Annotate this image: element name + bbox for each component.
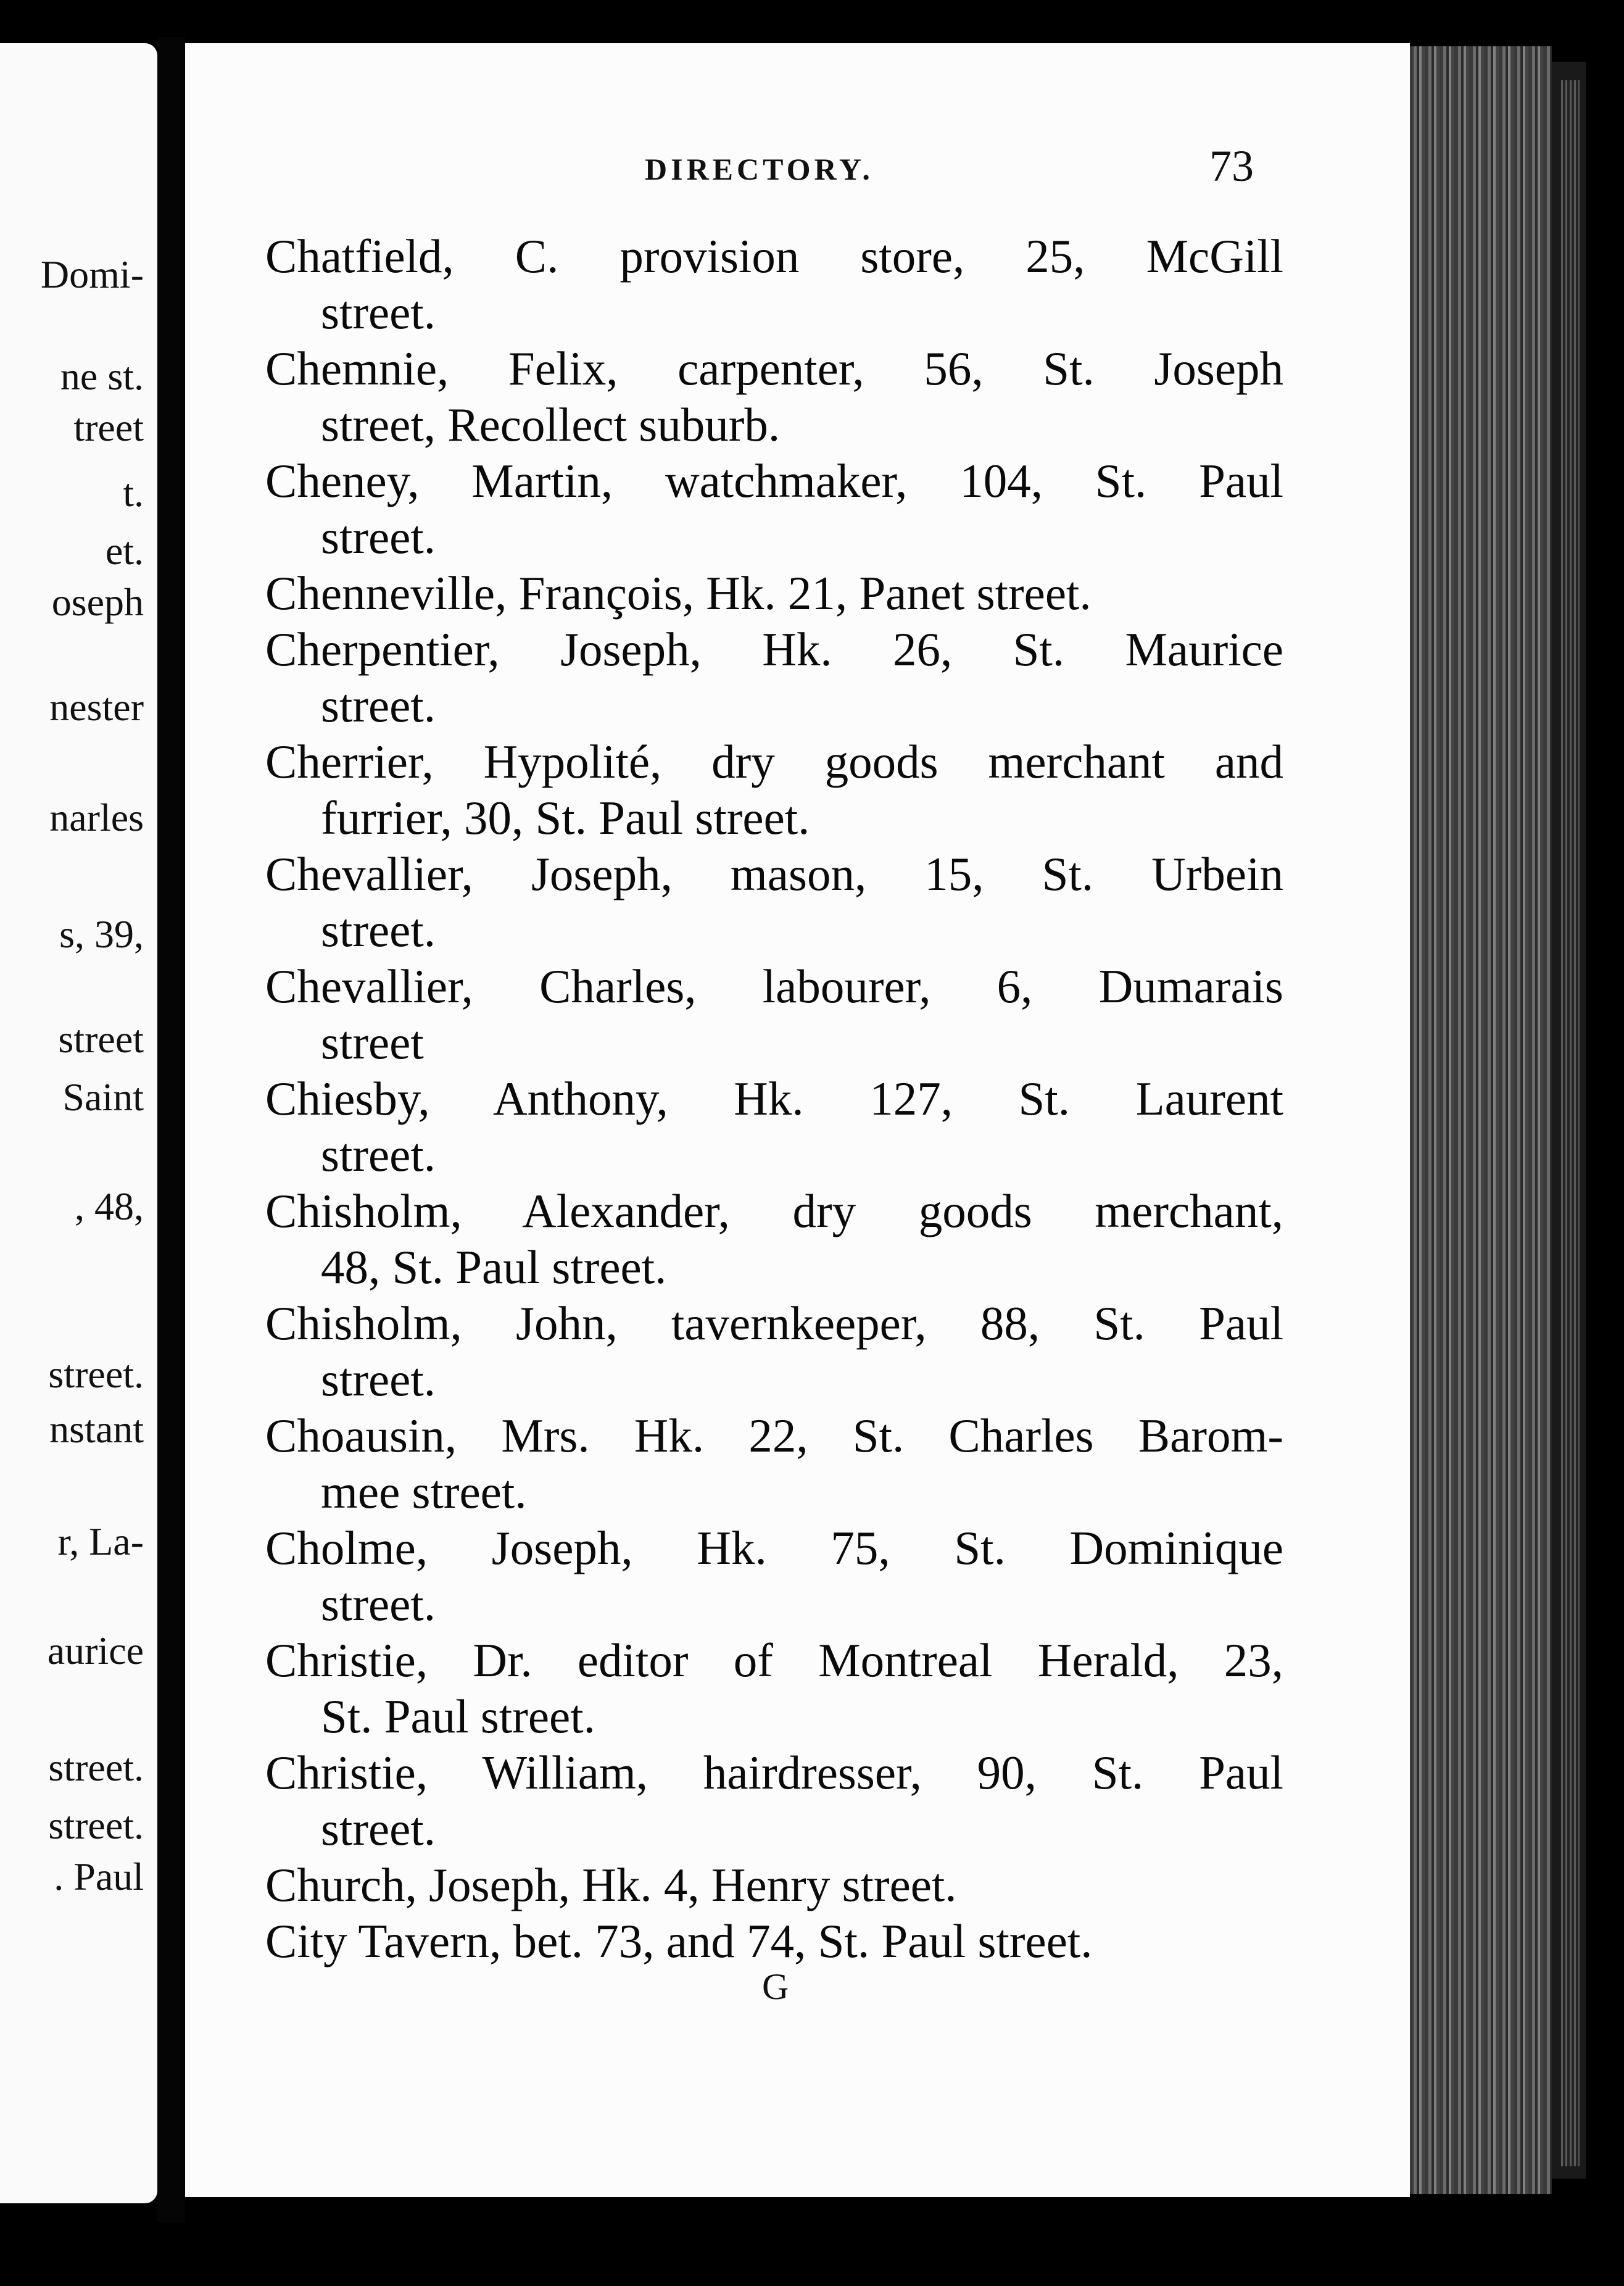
- entry-continuation-line: street.: [321, 510, 436, 563]
- directory-entry: [265, 341, 1283, 453]
- left-page-text: Saint: [62, 1075, 144, 1120]
- entry-first-line: Chisholm, John, tavernkeeper, 88, St. Paul: [265, 1297, 1283, 1350]
- directory-entry: [265, 1183, 1283, 1295]
- cover-texture: [1561, 80, 1580, 2166]
- directory-entries: [265, 228, 1283, 1969]
- page-edges: [1410, 46, 1552, 2194]
- entry-first-line: Chatfield, C. provision store, 25, McGill: [265, 230, 1283, 283]
- left-page-text: nstant: [49, 1407, 144, 1452]
- entry-first-line: Cherpentier, Joseph, Hk. 26, St. Maurice: [265, 623, 1283, 676]
- entry-continuation-line: street.: [321, 286, 436, 339]
- entry-continuation-line: street, Recollect suburb.: [321, 398, 781, 451]
- entry-first-line: Cherrier, Hypolité, dry goods merchant and: [265, 735, 1283, 788]
- directory-entry: [265, 958, 1283, 1071]
- entry-first-line: Chevallier, Joseph, mason, 15, St. Urbein: [265, 847, 1283, 900]
- directory-entry: [265, 453, 1283, 565]
- entry-first-line: Chenneville, François, Hk. 21, Panet street.: [265, 567, 1092, 620]
- directory-entry: [265, 1857, 1283, 1913]
- entry-first-line: Choausin, Mrs. Hk. 22, St. Charles Barom-: [265, 1409, 1283, 1462]
- entry-continuation-line: furrier, 30, St. Paul street.: [321, 791, 810, 844]
- left-page-text: street.: [48, 1745, 144, 1789]
- entry-continuation-line: street: [321, 1016, 424, 1069]
- running-head: DIRECTORY.: [645, 152, 874, 186]
- directory-entry: [265, 1071, 1283, 1183]
- book-gutter: [157, 37, 185, 2222]
- left-page-text: , 48,: [75, 1184, 144, 1229]
- entry-first-line: Chemnie, Felix, carpenter, 56, St. Joseph: [265, 342, 1283, 395]
- directory-entry: [265, 1520, 1283, 1632]
- entry-first-line: Christie, William, hairdresser, 90, St. Paul: [265, 1746, 1283, 1799]
- entry-continuation-line: street.: [321, 904, 436, 957]
- left-page-fragment: [0, 43, 157, 2203]
- left-page-text: . Paul: [54, 1855, 144, 1898]
- directory-entry: [265, 734, 1283, 846]
- entry-first-line: City Tavern, bet. 73, and 74, St. Paul street.: [265, 1914, 1093, 1968]
- entry-continuation-line: street.: [321, 1128, 436, 1181]
- left-page-text: street.: [48, 1803, 144, 1848]
- page-number: 73: [1209, 141, 1254, 191]
- left-page-text: street.: [48, 1352, 144, 1396]
- left-page-text: oseph: [51, 580, 144, 624]
- signature-mark: G: [762, 1966, 789, 2007]
- left-page-text: aurice: [47, 1629, 144, 1673]
- directory-entry: [265, 1913, 1283, 1969]
- left-page-text: r, La-: [57, 1519, 144, 1564]
- directory-entry: [265, 228, 1283, 341]
- left-page-text: narles: [49, 796, 144, 840]
- entry-continuation-line: street.: [321, 679, 436, 732]
- entry-continuation-line: 48, St. Paul street.: [321, 1241, 667, 1294]
- left-page-text: t.: [123, 471, 144, 515]
- directory-entry: [265, 1745, 1283, 1857]
- directory-entry: [265, 846, 1283, 958]
- entry-first-line: Chiesby, Anthony, Hk. 127, St. Laurent: [265, 1072, 1283, 1125]
- entry-continuation-line: street.: [321, 1353, 436, 1406]
- directory-entry: [265, 621, 1283, 734]
- entry-continuation-line: street.: [321, 1802, 436, 1855]
- entry-first-line: Church, Joseph, Hk. 4, Henry street.: [265, 1858, 957, 1911]
- entry-first-line: Christie, Dr. editor of Montreal Herald, 23,: [265, 1634, 1283, 1687]
- left-page-text: s, 39,: [59, 912, 144, 957]
- directory-entry: [265, 1632, 1283, 1745]
- entry-first-line: Chevallier, Charles, labourer, 6, Dumarais: [265, 960, 1283, 1013]
- left-page-text: et.: [105, 529, 144, 573]
- directory-entry: [265, 1408, 1283, 1520]
- left-page-text: ne st.: [60, 354, 144, 399]
- left-page-text: Domi-: [40, 252, 144, 296]
- entry-first-line: Chisholm, Alexander, dry goods merchant,: [265, 1184, 1283, 1237]
- entry-continuation-line: street.: [321, 1577, 436, 1631]
- entry-continuation-line: mee street.: [321, 1465, 527, 1518]
- entry-continuation-line: St. Paul street.: [321, 1690, 595, 1743]
- left-page-text: nester: [49, 684, 144, 729]
- left-page-text: street: [58, 1017, 144, 1061]
- left-page-text: treet: [73, 405, 144, 449]
- directory-entry: [265, 565, 1283, 621]
- entry-first-line: Cheney, Martin, watchmaker, 104, St. Paul: [265, 454, 1283, 507]
- directory-entry: [265, 1295, 1283, 1408]
- entry-first-line: Cholme, Joseph, Hk. 75, St. Dominique: [265, 1521, 1283, 1574]
